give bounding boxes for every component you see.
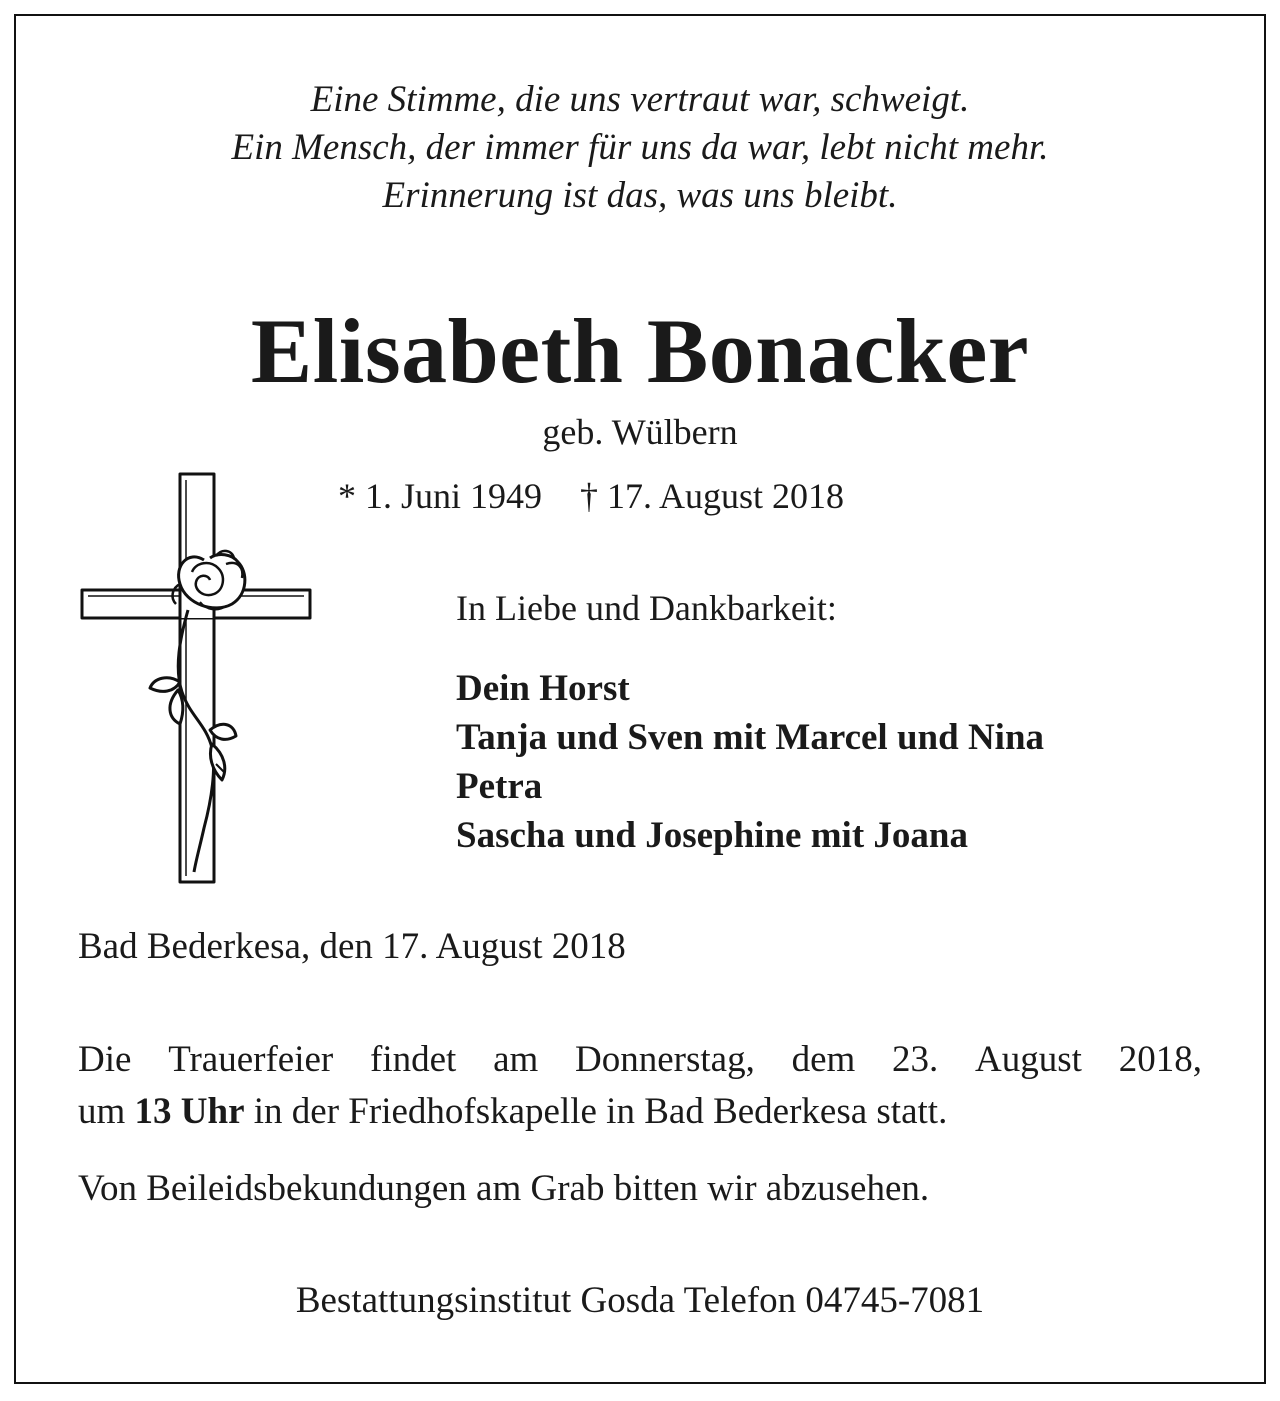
poem-line-2: Ein Mensch, der immer für uns da war, lebt nicht mehr.: [231, 127, 1049, 168]
mourner-line: Tanja und Sven mit Marcel und Nina: [456, 717, 1045, 758]
mourner-line: Dein Horst: [456, 668, 630, 709]
deceased-name: Elisabeth Bonacker: [250, 300, 1030, 402]
funeral-service-info: [78, 1034, 1202, 1138]
condolence-note: Von Beileidsbekundungen am Grab bitten wir abzusehen.: [78, 1168, 930, 1209]
service-word: 2018,: [1118, 1039, 1202, 1080]
service-word: 23.: [892, 1039, 939, 1080]
service-word: August: [975, 1039, 1082, 1080]
mourners-list: [456, 664, 1044, 860]
service-line-2: [78, 1086, 1202, 1138]
service-line-1: [78, 1034, 1202, 1086]
mourner-line: Sascha und Josephine mit Joana: [456, 815, 968, 856]
cross-with-rose-icon: [76, 468, 316, 888]
mourner-line: Petra: [456, 766, 543, 807]
service-word: Die: [78, 1039, 132, 1080]
memorial-poem: [0, 76, 1280, 220]
service-word: Trauerfeier: [168, 1039, 334, 1080]
service-word: findet: [370, 1039, 457, 1080]
poem-line-1: Eine Stimme, die uns vertraut war, schweigt.: [310, 79, 970, 120]
life-dates: [338, 472, 844, 520]
death-date: † 17. August 2018: [580, 476, 845, 516]
poem-line-3: Erinnerung ist das, was uns bleibt.: [382, 175, 898, 216]
service-word: dem: [791, 1039, 856, 1080]
undertaker-info: Bestattungsinstitut Gosda Telefon 04745-7081: [295, 1280, 985, 1321]
service-prefix: um: [78, 1091, 126, 1132]
mourners-intro: In Liebe und Dankbarkeit:: [456, 588, 837, 628]
service-word: am: [493, 1039, 539, 1080]
maiden-name: geb. Wülbern: [542, 412, 738, 452]
birth-date: * 1. Juni 1949: [338, 476, 543, 516]
service-word: Donnerstag,: [575, 1039, 755, 1080]
place-and-date: Bad Bederkesa, den 17. August 2018: [78, 926, 626, 967]
service-time: 13 Uhr: [134, 1091, 245, 1132]
service-suffix: in der Friedhofskapelle in Bad Bederkesa statt.: [253, 1091, 948, 1132]
